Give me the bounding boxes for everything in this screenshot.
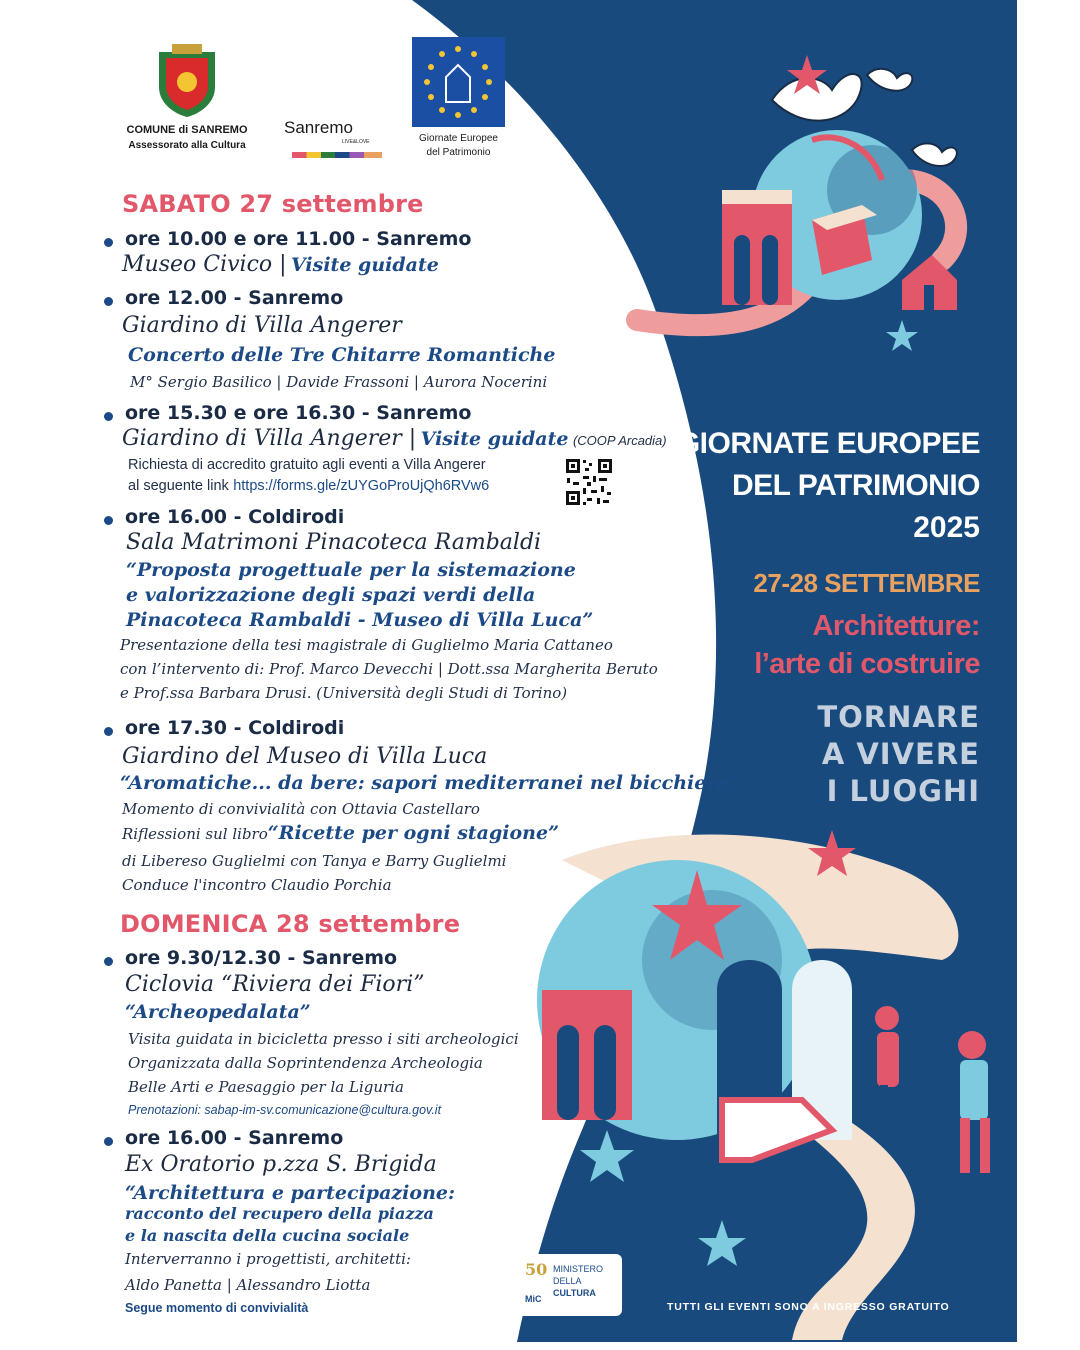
bullet: [104, 238, 113, 247]
comune-name: COMUNE di SANREMO: [126, 124, 248, 136]
event-title-line: “Proposta progettuale per la sistemazione: [126, 559, 576, 581]
gep-eu-flag-logo: [412, 37, 505, 127]
motto-line2: A VIVERE: [821, 737, 980, 771]
motto-line3: I LUOGHI: [826, 774, 980, 808]
gep-year: 2025: [913, 511, 980, 544]
event-title-line: e la nascita della cucina sociale: [125, 1226, 410, 1245]
event-venue-note: (COOP Arcadia): [572, 433, 667, 448]
event-book-label: Riflessioni sul libro: [122, 825, 268, 843]
saturday-heading: SABATO 27 settembre: [122, 190, 424, 218]
ministero-anniversary-number: 50: [525, 1260, 548, 1279]
event-closing: Segue momento di convivialità: [125, 1301, 309, 1315]
event-book-title: “Ricette per ogni stagione”: [267, 822, 559, 844]
gep-title-line2: DEL PATRIMONIO: [732, 469, 980, 502]
sanremo-color-strip: [292, 152, 382, 158]
event-time: ore 12.00 - Sanremo: [125, 287, 344, 309]
ministero-line2: DELLA: [553, 1276, 582, 1286]
event-title-line: “Architettura e partecipazione:: [125, 1182, 455, 1204]
event-body-line: Conduce l'incontro Claudio Porchia: [122, 876, 392, 894]
bullet: [104, 1137, 113, 1146]
event-title: “Archeopedalata”: [125, 1001, 311, 1023]
ministero-line1: MINISTERO: [553, 1264, 604, 1274]
gep-title-line1: GIORNATE EUROPEE: [676, 427, 980, 460]
sanremo-brand-text: Sanremo: [284, 118, 353, 137]
event-venue-line: [122, 426, 667, 451]
bullet: [104, 516, 113, 525]
event-body-line: Aldo Panetta | Alessandro Liotta: [125, 1276, 371, 1294]
sunday-heading: DOMENICA 28 settembre: [120, 910, 461, 938]
architecture-globe-illustration: [612, 30, 1017, 380]
event-venue: Giardino del Museo di Villa Luca: [122, 744, 488, 769]
motto-line1: TORNARE: [817, 700, 980, 734]
event-title-line: racconto del recupero della piazza: [125, 1204, 434, 1223]
event-guided-tour: Visite guidate: [420, 428, 569, 450]
event-venue-line: [122, 252, 439, 277]
event-body-line: Organizzata dalla Soprintendenza Archeologia: [128, 1054, 483, 1072]
event-venue: Giardino di Villa Angerer |: [122, 426, 417, 451]
event-dates: 27-28 SETTEMBRE: [753, 568, 980, 598]
event-time: ore 15.30 e ore 16.30 - Sanremo: [125, 402, 472, 424]
ministero-line3: CULTURA: [553, 1288, 596, 1298]
event-body-line: e Prof.ssa Barbara Drusi. (Università degli Studi di Torino): [120, 684, 568, 702]
event-people: M° Sergio Basilico | Davide Frassoni | Aurora Nocerini: [130, 373, 548, 391]
event-title: “Aromatiche... da bere: sapori mediterranei nel bicchiere”: [120, 772, 740, 794]
event-body-line: Visita guidata in bicicletta presso i siti archeologici: [128, 1030, 519, 1048]
event-body-line: Belle Arti e Paesaggio per la Liguria: [128, 1078, 404, 1096]
gep-logo-line2: del Patrimonio: [426, 147, 491, 158]
event-title: Concerto delle Tre Chitarre Romantiche: [128, 344, 556, 366]
event-guided-tour: Visite guidate: [291, 254, 439, 276]
event-link-label: al seguente link: [128, 478, 229, 494]
bullet: [104, 727, 113, 736]
bullet: [104, 957, 113, 966]
bullet: [104, 297, 113, 306]
theme-line1: Architetture:: [812, 610, 980, 642]
sanremo-brand-logo: [284, 118, 353, 138]
event-info-line: Richiesta di accredito gratuito agli eventi a Villa Angerer: [128, 457, 486, 473]
event-venue: Ciclovia “Riviera dei Fiori”: [125, 972, 425, 997]
free-entry-footer: TUTTI GLI EVENTI SONO A INGRESSO GRATUITO: [667, 1301, 950, 1313]
event-venue: Museo Civico |: [122, 252, 287, 277]
event-title-line: e valorizzazione degli spazi verdi della: [126, 584, 536, 606]
event-link-line: [128, 477, 489, 495]
booking-email-link[interactable]: Prenotazioni: sabap-im-sv.comunicazione@cultura.gov.it: [128, 1103, 442, 1117]
comune-coat-of-arms-logo: [154, 42, 220, 118]
event-time: ore 9.30/12.30 - Sanremo: [125, 947, 398, 969]
event-body-line: Presentazione della tesi magistrale di Guglielmo Maria Cattaneo: [120, 636, 613, 654]
bullet: [104, 412, 113, 421]
event-time: ore 16.00 - Sanremo: [125, 1127, 344, 1149]
event-body-line: Interverranno i progettisti, architetti:: [125, 1250, 411, 1268]
event-time: ore 16.00 - Coldirodi: [125, 506, 345, 528]
event-time: ore 10.00 e ore 11.00 - Sanremo: [125, 228, 472, 250]
event-venue: Ex Oratorio p.zza S. Brigida: [125, 1152, 437, 1177]
ministero-mic: MiC: [525, 1294, 542, 1304]
event-time: ore 17.30 - Coldirodi: [125, 717, 345, 739]
comune-department: Assessorato alla Cultura: [128, 140, 246, 151]
event-body-line: di Libereso Guglielmi con Tanya e Barry Guglielmi: [122, 852, 507, 870]
ministero-cultura-logo: [517, 1254, 622, 1316]
gep-logo-line1: Giornate Europee: [419, 133, 498, 144]
event-book-line: [122, 822, 559, 844]
event-body-line: Momento di convivialità con Ottavia Castellaro: [122, 800, 480, 818]
sanremo-tagline: LIVE&LOVE: [342, 139, 370, 145]
poster: [62, 0, 1017, 1342]
event-body-line: con l’intervento di: Prof. Marco Devecchi | Dott.ssa Margherita Beruto: [120, 660, 658, 678]
event-title-line: Pinacoteca Rambaldi - Museo di Villa Luca”: [126, 609, 594, 631]
event-venue: Giardino di Villa Angerer: [122, 313, 402, 338]
registration-link[interactable]: https://forms.gle/zUYGoProUjQh6RVw6: [233, 478, 490, 494]
qr-code-icon[interactable]: [565, 458, 613, 506]
event-venue: Sala Matrimoni Pinacoteca Rambaldi: [126, 530, 542, 555]
theme-line2: l’arte di costruire: [754, 648, 980, 680]
